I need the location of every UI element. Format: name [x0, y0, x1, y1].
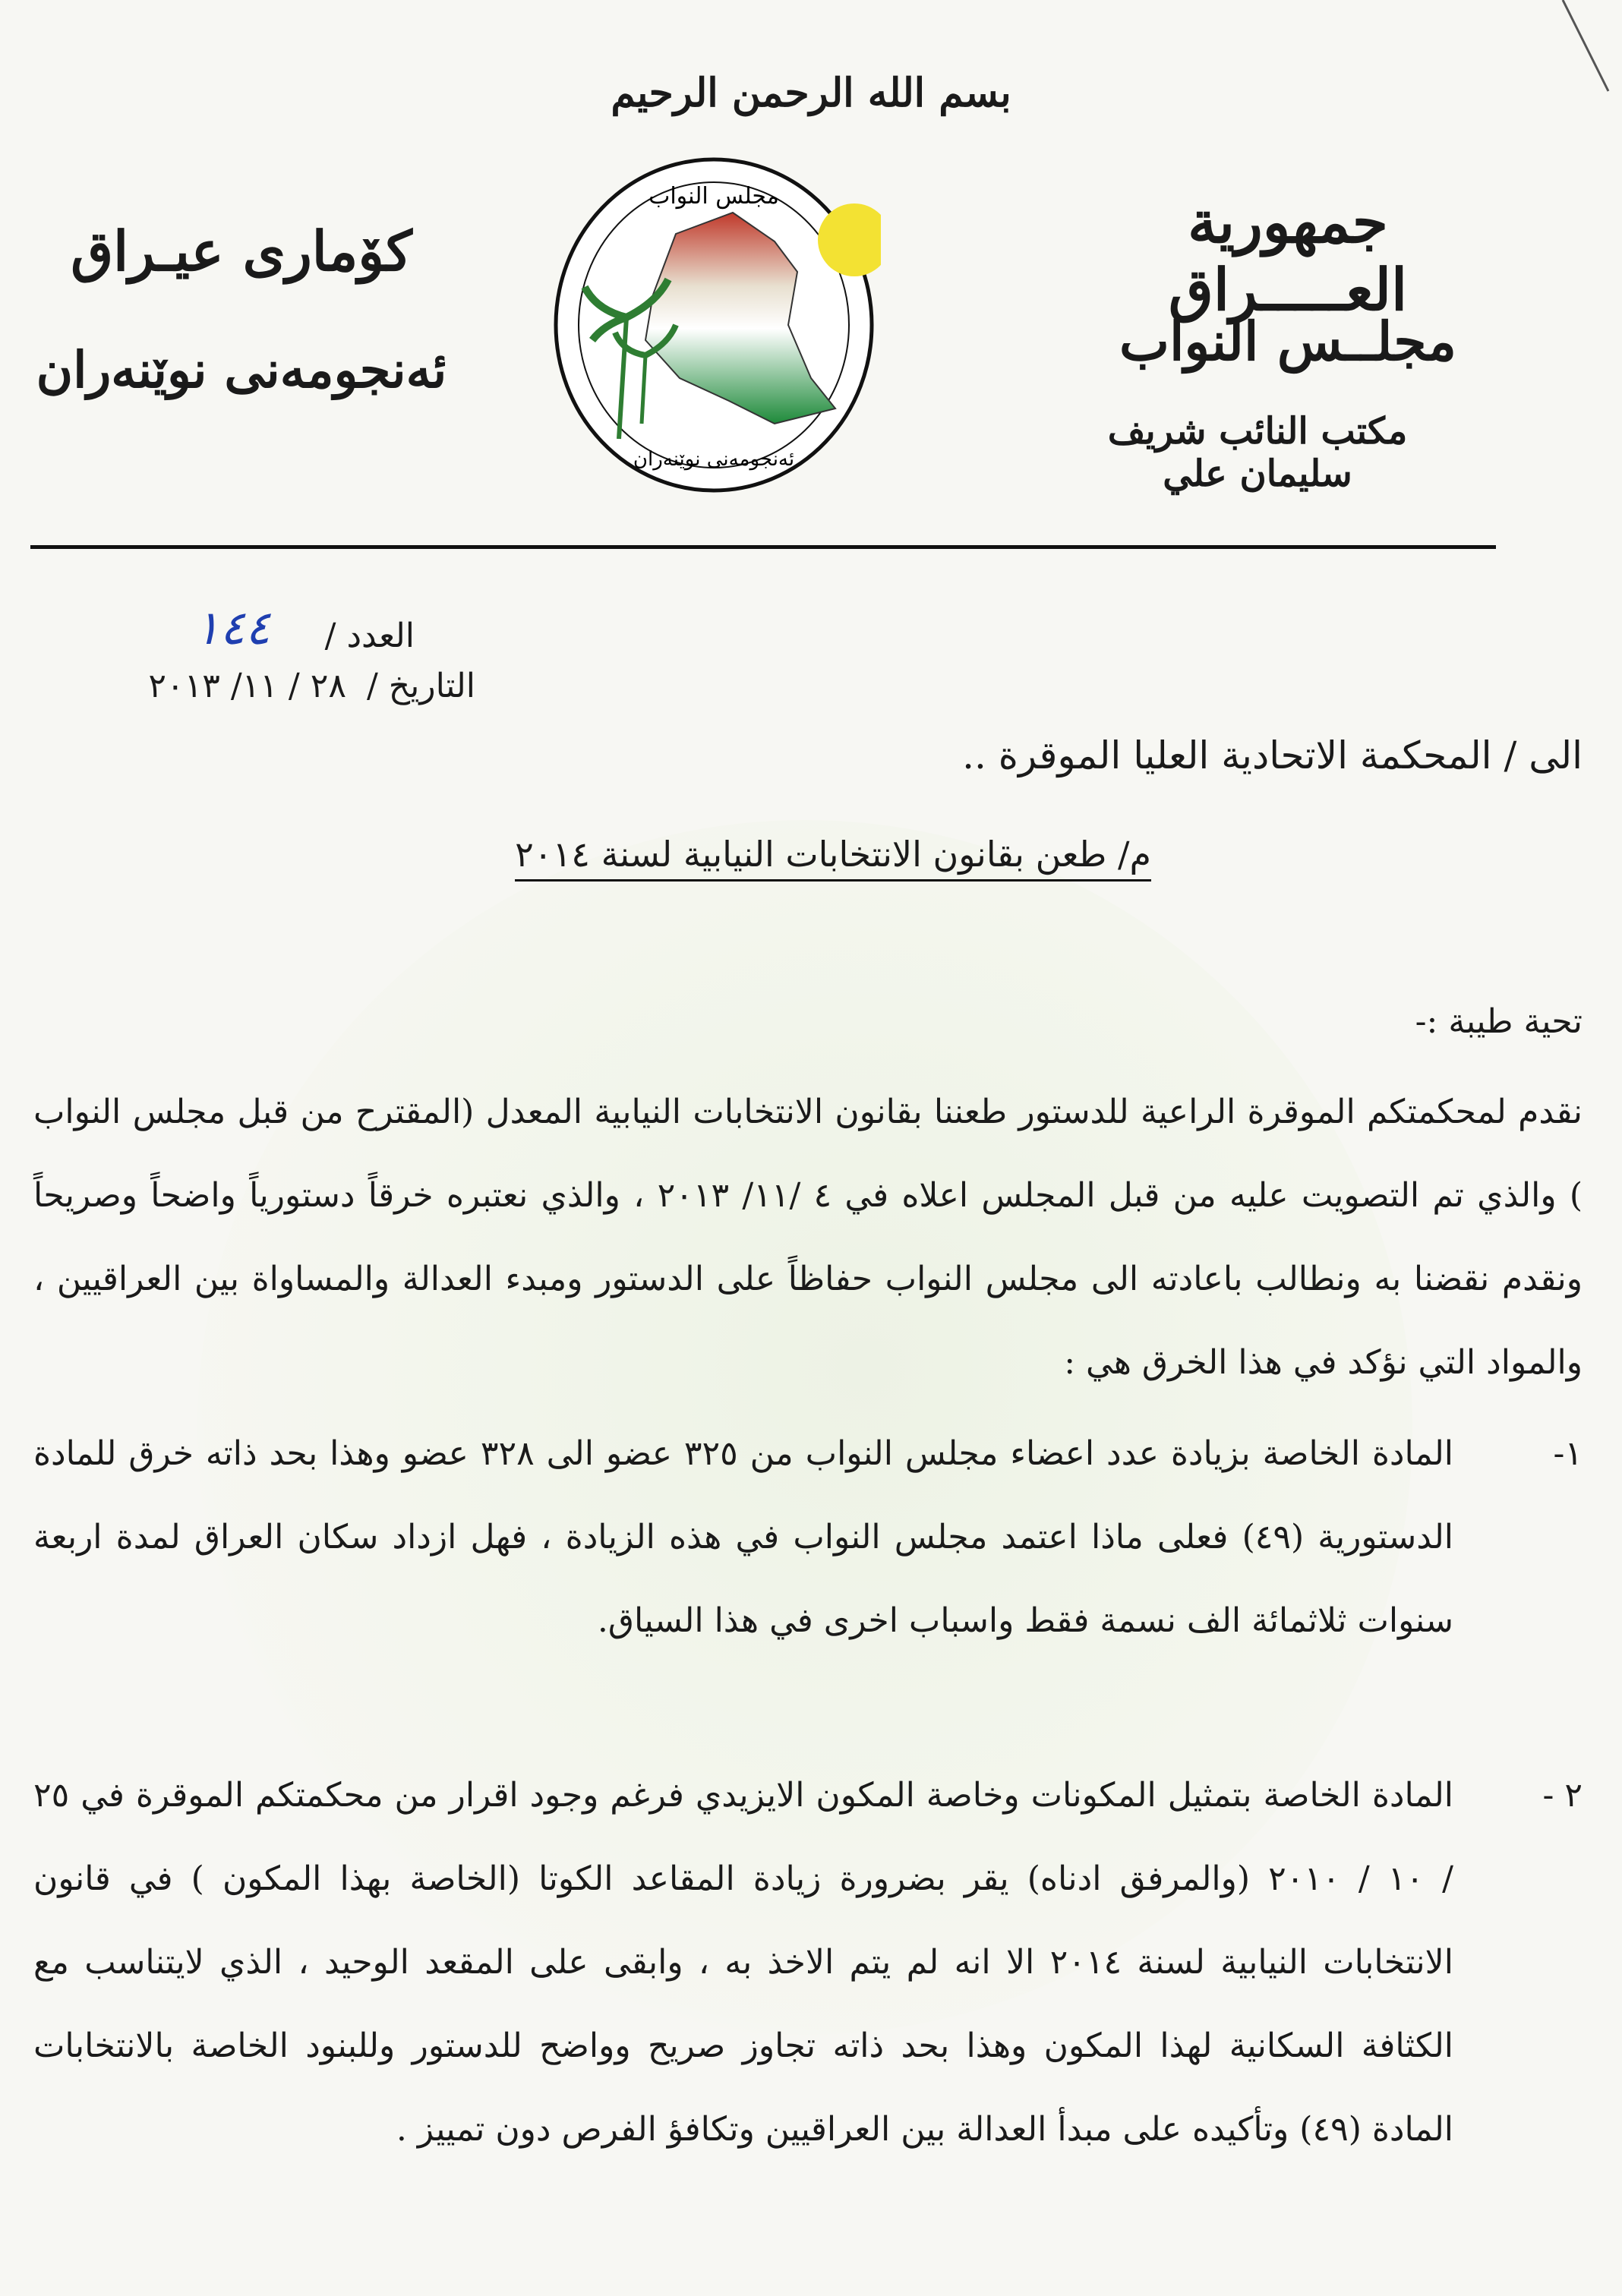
- list-item-1: [33, 1412, 1583, 1663]
- list-item-text: المادة الخاصة بزيادة عدد اعضاء مجلس النواب من ٣٢٥ عضو الى ٣٢٨ عضو وهذا بحد ذاته خرق للمادة الدستورية (٤٩) فعلى ماذا اعتمد مجلس النواب في هذه الزيادة ، فهل ازداد سكان العراق لمدة اربعة سنوات ثلاثمائة الف نسمة فقط واسباب اخرى في هذا السياق.: [33, 1434, 1453, 1640]
- arabic-council-title: مجلــس النواب: [1119, 310, 1456, 373]
- list-item-text: المادة الخاصة بتمثيل المكونات وخاصة المكون الايزيدي فرغم وجود اقرار من محكمتكم الموقرة في ٢٥ / ١٠ / ٢٠١٠ (والمرفق ادناه) يقر بضرورة زيادة المقاعد الكوتا (الخاصة بهذا المكون ) في قانون الانتخابات النيابية لسنة ٢٠١٤ الا انه لم يتم الاخذ به ، وابقى على المقعد الوحيد ، الذي لايتناسب مع الكثافة السكانية لهذا المكون وهذا بحد ذاته تجاوز صريح وواضح للدستور وللبنود الخاصة بالانتخابات المادة (٤٩) وتأكيده على مبدأ العدالة بين العراقيين وتكافؤ الفرص دون تمييز .: [33, 1776, 1453, 2149]
- list-item-number: ٢ -: [1542, 1776, 1583, 1815]
- list-item-2: [33, 1754, 1583, 2171]
- arabic-republic-title: جمهورية العـــــراق: [1168, 188, 1408, 323]
- date-label: التاريخ /: [366, 667, 475, 705]
- kurdish-republic-title: كۆمارى عيـﺮاق: [71, 219, 412, 283]
- list-item-number: ١-: [1553, 1434, 1583, 1473]
- greeting: تحية طيبة :-: [1415, 1002, 1583, 1041]
- parliament-seal-logo: [547, 150, 881, 500]
- number-label: العدد /: [324, 617, 415, 655]
- subject-line: م/ طعن بقانون الانتخابات النيابية لسنة ٢٠١٤: [515, 834, 1151, 882]
- basmala: بسم الله الرحمن الرحيم: [611, 70, 1011, 116]
- seal-bottom-text: ئەنجومەنى نوێنەران: [633, 448, 795, 471]
- handwritten-number: ١٤٤: [194, 600, 270, 655]
- intro-paragraph: نقدم لمحكمتكم الموقرة الراعية للدستور طعننا بقانون الانتخابات النيابية المعدل (المقترح من قبل مجلس النواب ) والذي تم التصويت عليه من قبل المجلس اعلاه في ٤ /١١/ ٢٠١٣ ، والذي نعتبره خرقاً دستورياً واضحاً وصريحاً ونقدم نقضنا به ونطالب باعادته الى مجلس النواب حفاظاً على الدستور ومبدء العدالة والمساواة بين العراقيين ، والمواد التي نؤكد في هذا الخرق هي :: [33, 1093, 1583, 1382]
- recipient-line: الى / المحكمة الاتحادية العليا الموقرة ..: [962, 733, 1583, 777]
- header-divider: [30, 545, 1496, 549]
- date-value: ٢٨ / ١١/ ٢٠١٣: [148, 667, 346, 705]
- seal-top-text: مجلس النواب: [648, 183, 779, 210]
- kurdish-council-title: ئەنجومەنى نوێنەران: [36, 340, 447, 399]
- office-title: مكتب النائب شريف سليمان علي: [1107, 410, 1408, 495]
